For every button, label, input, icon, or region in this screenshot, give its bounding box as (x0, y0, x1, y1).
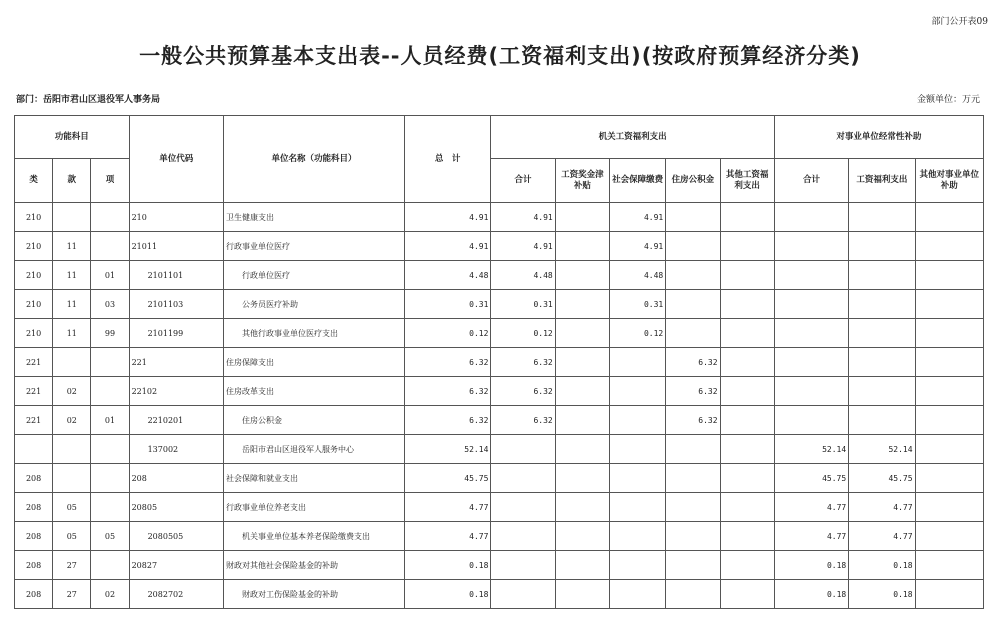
cell-a-social (609, 464, 665, 493)
cell-b-wage: 4.77 (849, 522, 915, 551)
cell-lei: 208 (15, 493, 53, 522)
cell-total: 0.18 (404, 580, 490, 609)
cell-total: 45.75 (404, 464, 490, 493)
cell-a-sum (491, 522, 555, 551)
unit-label: 金额单位：万元 (916, 95, 980, 105)
cell-b-wage (849, 406, 915, 435)
cell-a-housing (666, 464, 720, 493)
cell-b-other (915, 377, 983, 406)
cell-lei (15, 435, 53, 464)
cell-xiang (91, 464, 129, 493)
cell-kuan: 27 (53, 580, 91, 609)
cell-a-wage (555, 406, 609, 435)
cell-a-wage (555, 290, 609, 319)
cell-kuan: 11 (53, 261, 91, 290)
table-row (15, 290, 984, 319)
cell-b-sum (774, 377, 848, 406)
cell-a-wage (555, 464, 609, 493)
header-a-social: 社会保障缴费 (609, 159, 665, 203)
cell-a-social (609, 406, 665, 435)
cell-a-other (720, 435, 774, 464)
cell-code: 20827 (129, 551, 223, 580)
table-row (15, 493, 984, 522)
cell-total: 4.77 (404, 522, 490, 551)
cell-lei: 208 (15, 551, 53, 580)
cell-kuan: 11 (53, 319, 91, 348)
cell-kuan: 27 (53, 551, 91, 580)
cell-a-wage (555, 551, 609, 580)
cell-name: 住房公积金 (224, 406, 405, 435)
cell-a-other (720, 580, 774, 609)
cell-a-sum (491, 493, 555, 522)
cell-a-housing: 6.32 (666, 348, 720, 377)
header-code: 单位代码 (129, 116, 223, 203)
cell-kuan: 02 (53, 377, 91, 406)
cell-a-social (609, 348, 665, 377)
cell-a-wage (555, 493, 609, 522)
cell-a-other (720, 203, 774, 232)
cell-total: 52.14 (404, 435, 490, 464)
table-row (15, 377, 984, 406)
cell-xiang: 05 (91, 522, 129, 551)
cell-a-social (609, 551, 665, 580)
header-kuan: 款 (53, 159, 91, 203)
header-name: 单位名称（功能科目） (224, 116, 405, 203)
cell-a-housing (666, 493, 720, 522)
cell-b-wage: 0.18 (849, 580, 915, 609)
cell-code: 2101199 (129, 319, 223, 348)
cell-b-other (915, 464, 983, 493)
table-row (15, 348, 984, 377)
cell-b-sum: 0.18 (774, 551, 848, 580)
cell-a-other (720, 522, 774, 551)
cell-a-social (609, 435, 665, 464)
table-row (15, 522, 984, 551)
table-row (15, 435, 984, 464)
cell-b-sum (774, 319, 848, 348)
cell-a-other (720, 406, 774, 435)
cell-b-other (915, 580, 983, 609)
cell-b-other (915, 203, 983, 232)
cell-a-housing (666, 319, 720, 348)
cell-name: 住房改革支出 (224, 377, 405, 406)
table-row (15, 232, 984, 261)
cell-a-social: 4.48 (609, 261, 665, 290)
cell-code: 137002 (129, 435, 223, 464)
cell-name: 机关事业单位基本养老保险缴费支出 (224, 522, 405, 551)
cell-a-sum: 0.31 (491, 290, 555, 319)
cell-b-sum (774, 261, 848, 290)
cell-a-sum: 6.32 (491, 377, 555, 406)
header-a-housing: 住房公积金 (666, 159, 720, 203)
cell-name: 财政对其他社会保险基金的补助 (224, 551, 405, 580)
cell-b-wage (849, 261, 915, 290)
table-number-label: 部门公开表09 (931, 17, 988, 27)
cell-a-wage (555, 203, 609, 232)
header-func: 功能科目 (15, 116, 130, 159)
header-a-wage: 工资奖金津补贴 (555, 159, 609, 203)
header-a-sum: 合计 (491, 159, 555, 203)
cell-a-social (609, 493, 665, 522)
table-row (15, 551, 984, 580)
cell-a-social (609, 580, 665, 609)
cell-b-other (915, 522, 983, 551)
cell-b-sum: 4.77 (774, 493, 848, 522)
cell-b-other (915, 435, 983, 464)
cell-a-wage (555, 522, 609, 551)
cell-xiang: 01 (91, 406, 129, 435)
expenditure-table (14, 115, 984, 609)
cell-b-wage: 4.77 (849, 493, 915, 522)
cell-code: 221 (129, 348, 223, 377)
cell-a-sum: 4.91 (491, 232, 555, 261)
cell-a-other (720, 464, 774, 493)
cell-xiang (91, 232, 129, 261)
cell-a-housing (666, 203, 720, 232)
cell-a-social: 4.91 (609, 203, 665, 232)
table-row (15, 464, 984, 493)
cell-xiang: 02 (91, 580, 129, 609)
cell-lei: 208 (15, 522, 53, 551)
header-group-b: 对事业单位经常性补助 (774, 116, 983, 159)
cell-a-housing (666, 435, 720, 464)
cell-lei: 210 (15, 319, 53, 348)
cell-a-wage (555, 232, 609, 261)
cell-lei: 210 (15, 203, 53, 232)
cell-a-sum (491, 580, 555, 609)
cell-a-social (609, 522, 665, 551)
cell-a-sum: 0.12 (491, 319, 555, 348)
cell-b-sum (774, 232, 848, 261)
cell-total: 4.48 (404, 261, 490, 290)
cell-code: 2101101 (129, 261, 223, 290)
header-a-other: 其他工资福利支出 (720, 159, 774, 203)
cell-b-wage: 0.18 (849, 551, 915, 580)
cell-a-wage (555, 435, 609, 464)
cell-xiang (91, 493, 129, 522)
header-xiang: 项 (91, 159, 129, 203)
cell-code: 210 (129, 203, 223, 232)
cell-b-wage (849, 290, 915, 319)
cell-xiang: 03 (91, 290, 129, 319)
cell-a-other (720, 348, 774, 377)
cell-a-housing: 6.32 (666, 377, 720, 406)
cell-a-social: 4.91 (609, 232, 665, 261)
cell-a-housing (666, 580, 720, 609)
cell-total: 0.12 (404, 319, 490, 348)
header-lei: 类 (15, 159, 53, 203)
cell-a-other (720, 377, 774, 406)
cell-lei: 210 (15, 232, 53, 261)
cell-a-other (720, 261, 774, 290)
cell-b-sum: 4.77 (774, 522, 848, 551)
cell-a-sum (491, 464, 555, 493)
cell-xiang (91, 435, 129, 464)
cell-b-other (915, 406, 983, 435)
header-group-a: 机关工资福利支出 (491, 116, 774, 159)
cell-a-housing: 6.32 (666, 406, 720, 435)
cell-b-other (915, 319, 983, 348)
cell-a-wage (555, 377, 609, 406)
cell-code: 2080505 (129, 522, 223, 551)
cell-a-other (720, 232, 774, 261)
department-label: 部门：岳阳市君山区退役军人事务局 (16, 95, 161, 105)
cell-b-other (915, 551, 983, 580)
cell-xiang (91, 377, 129, 406)
cell-name: 其他行政事业单位医疗支出 (224, 319, 405, 348)
table-row (15, 261, 984, 290)
cell-kuan: 02 (53, 406, 91, 435)
cell-b-sum: 45.75 (774, 464, 848, 493)
cell-name: 行政事业单位医疗 (224, 232, 405, 261)
cell-name: 行政事业单位养老支出 (224, 493, 405, 522)
cell-a-sum: 4.48 (491, 261, 555, 290)
cell-total: 4.91 (404, 203, 490, 232)
cell-a-social: 0.12 (609, 319, 665, 348)
cell-b-other (915, 261, 983, 290)
cell-b-sum (774, 406, 848, 435)
cell-name: 公务员医疗补助 (224, 290, 405, 319)
cell-name: 财政对工伤保险基金的补助 (224, 580, 405, 609)
cell-b-other (915, 290, 983, 319)
cell-a-other (720, 290, 774, 319)
table-row (15, 203, 984, 232)
cell-code: 2101103 (129, 290, 223, 319)
cell-lei: 221 (15, 348, 53, 377)
cell-a-housing (666, 261, 720, 290)
cell-xiang (91, 203, 129, 232)
cell-lei: 208 (15, 580, 53, 609)
cell-name: 卫生健康支出 (224, 203, 405, 232)
header-b-other: 其他对事业单位补助 (915, 159, 983, 203)
cell-b-sum (774, 290, 848, 319)
cell-b-wage (849, 319, 915, 348)
cell-lei: 208 (15, 464, 53, 493)
cell-name: 社会保障和就业支出 (224, 464, 405, 493)
cell-code: 20805 (129, 493, 223, 522)
cell-total: 0.18 (404, 551, 490, 580)
cell-total: 6.32 (404, 406, 490, 435)
cell-b-sum: 0.18 (774, 580, 848, 609)
cell-total: 6.32 (404, 348, 490, 377)
cell-b-other (915, 232, 983, 261)
cell-xiang (91, 348, 129, 377)
cell-a-wage (555, 261, 609, 290)
cell-a-other (720, 551, 774, 580)
cell-a-sum: 6.32 (491, 348, 555, 377)
cell-b-wage (849, 348, 915, 377)
cell-kuan (53, 348, 91, 377)
cell-kuan (53, 203, 91, 232)
cell-b-wage (849, 232, 915, 261)
cell-lei: 221 (15, 377, 53, 406)
cell-code: 22102 (129, 377, 223, 406)
cell-b-wage: 45.75 (849, 464, 915, 493)
cell-xiang (91, 551, 129, 580)
table-row (15, 319, 984, 348)
cell-b-sum (774, 203, 848, 232)
cell-b-wage (849, 377, 915, 406)
cell-kuan: 11 (53, 232, 91, 261)
cell-a-housing (666, 551, 720, 580)
cell-a-sum: 6.32 (491, 406, 555, 435)
page-title: 一般公共预算基本支出表--人员经费(工资福利支出)(按政府预算经济分类) (139, 44, 861, 68)
cell-total: 4.77 (404, 493, 490, 522)
cell-code: 208 (129, 464, 223, 493)
cell-lei: 210 (15, 290, 53, 319)
cell-code: 2210201 (129, 406, 223, 435)
cell-kuan: 05 (53, 493, 91, 522)
cell-b-wage: 52.14 (849, 435, 915, 464)
cell-a-housing (666, 522, 720, 551)
cell-xiang: 99 (91, 319, 129, 348)
cell-a-sum (491, 435, 555, 464)
cell-a-other (720, 319, 774, 348)
cell-a-housing (666, 232, 720, 261)
cell-total: 4.91 (404, 232, 490, 261)
cell-kuan: 05 (53, 522, 91, 551)
cell-name: 行政单位医疗 (224, 261, 405, 290)
cell-b-sum: 52.14 (774, 435, 848, 464)
cell-name: 住房保障支出 (224, 348, 405, 377)
cell-a-other (720, 493, 774, 522)
cell-lei: 221 (15, 406, 53, 435)
cell-kuan (53, 464, 91, 493)
cell-lei: 210 (15, 261, 53, 290)
cell-xiang: 01 (91, 261, 129, 290)
table-row (15, 580, 984, 609)
cell-code: 21011 (129, 232, 223, 261)
cell-kuan: 11 (53, 290, 91, 319)
cell-a-housing (666, 290, 720, 319)
cell-total: 0.31 (404, 290, 490, 319)
cell-total: 6.32 (404, 377, 490, 406)
cell-a-social (609, 377, 665, 406)
table-row (15, 406, 984, 435)
cell-kuan (53, 435, 91, 464)
cell-a-social: 0.31 (609, 290, 665, 319)
cell-b-wage (849, 203, 915, 232)
cell-a-wage (555, 348, 609, 377)
cell-b-other (915, 493, 983, 522)
cell-a-wage (555, 319, 609, 348)
cell-a-wage (555, 580, 609, 609)
cell-a-sum (491, 551, 555, 580)
cell-b-other (915, 348, 983, 377)
cell-code: 2082702 (129, 580, 223, 609)
cell-name: 岳阳市君山区退役军人服务中心 (224, 435, 405, 464)
cell-b-sum (774, 348, 848, 377)
cell-a-sum: 4.91 (491, 203, 555, 232)
header-total: 总 计 (404, 116, 490, 203)
header-b-sum: 合计 (774, 159, 848, 203)
header-b-wage: 工资福利支出 (849, 159, 915, 203)
